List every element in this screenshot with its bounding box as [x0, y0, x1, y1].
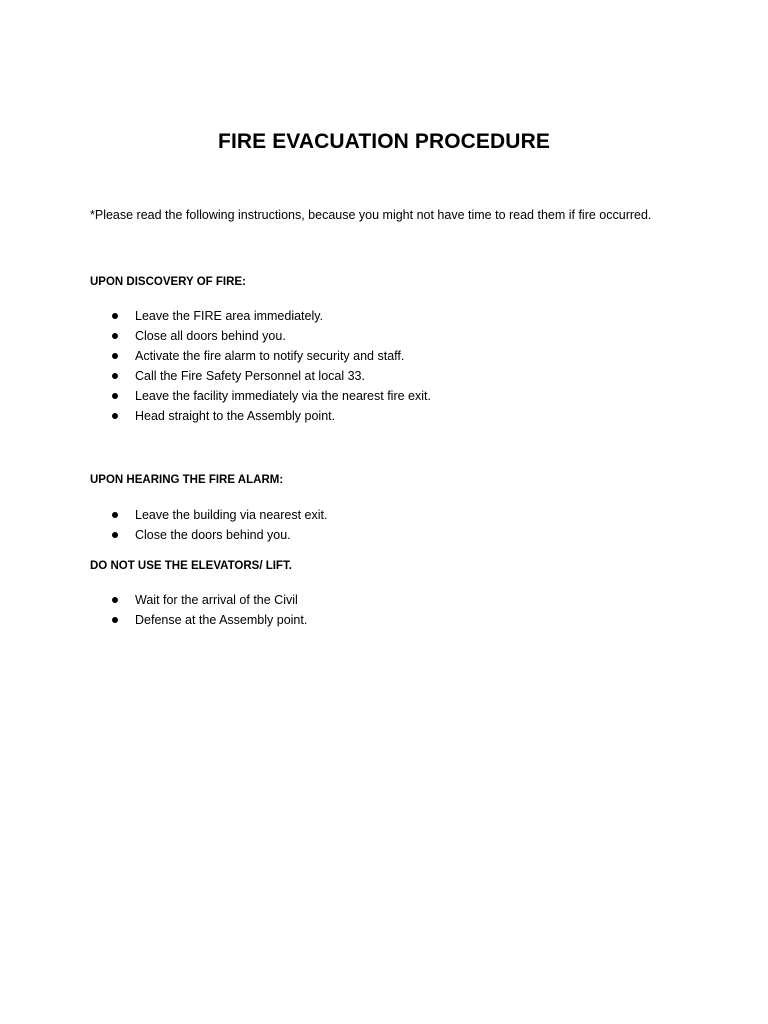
- instruction-note: *Please read the following instructions, because you might not have time to read them if fire occurred.: [90, 208, 652, 222]
- list-item: [90, 386, 431, 406]
- list-item: [90, 366, 431, 386]
- bullet-icon: [112, 353, 118, 359]
- list-item: [90, 406, 431, 426]
- bullet-icon: [112, 532, 118, 538]
- list-item-text: Head straight to the Assembly point.: [135, 409, 336, 423]
- list-item-text: Leave the building via nearest exit.: [135, 508, 328, 522]
- list-item: [90, 326, 431, 346]
- bullet-icon: [112, 373, 118, 379]
- list-item-text: Wait for the arrival of the Civil: [135, 593, 298, 607]
- list-item: [90, 306, 431, 326]
- list-item-text: Close the doors behind you.: [135, 528, 291, 542]
- bullet-icon: [112, 313, 118, 319]
- bullet-icon: [112, 333, 118, 339]
- section-heading-discovery: UPON DISCOVERY OF FIRE:: [90, 276, 246, 288]
- list-item: [90, 525, 328, 545]
- document-title: FIRE EVACUATION PROCEDURE: [218, 130, 550, 153]
- list-item: [90, 346, 431, 366]
- list-item-text: Activate the fire alarm to notify security and staff.: [135, 349, 405, 363]
- bullet-icon: [112, 393, 118, 399]
- bullet-icon: [112, 597, 118, 603]
- list-item: [90, 610, 307, 630]
- section-heading-alarm: UPON HEARING THE FIRE ALARM:: [90, 474, 284, 486]
- list-item-text: Call the Fire Safety Personnel at local 33.: [135, 369, 365, 383]
- list-item-text: Leave the FIRE area immediately.: [135, 309, 324, 323]
- list-item-text: Close all doors behind you.: [135, 329, 286, 343]
- discovery-list: [90, 306, 431, 426]
- elevator-list: [90, 590, 307, 630]
- section-heading-elevators: DO NOT USE THE ELEVATORS/ LIFT.: [90, 560, 292, 572]
- bullet-icon: [112, 617, 118, 623]
- list-item-text: Defense at the Assembly point.: [135, 613, 308, 627]
- bullet-icon: [112, 413, 118, 419]
- list-item: [90, 505, 328, 525]
- list-item: [90, 590, 307, 610]
- bullet-icon: [112, 512, 118, 518]
- alarm-list: [90, 505, 328, 545]
- list-item-text: Leave the facility immediately via the nearest fire exit.: [135, 389, 431, 403]
